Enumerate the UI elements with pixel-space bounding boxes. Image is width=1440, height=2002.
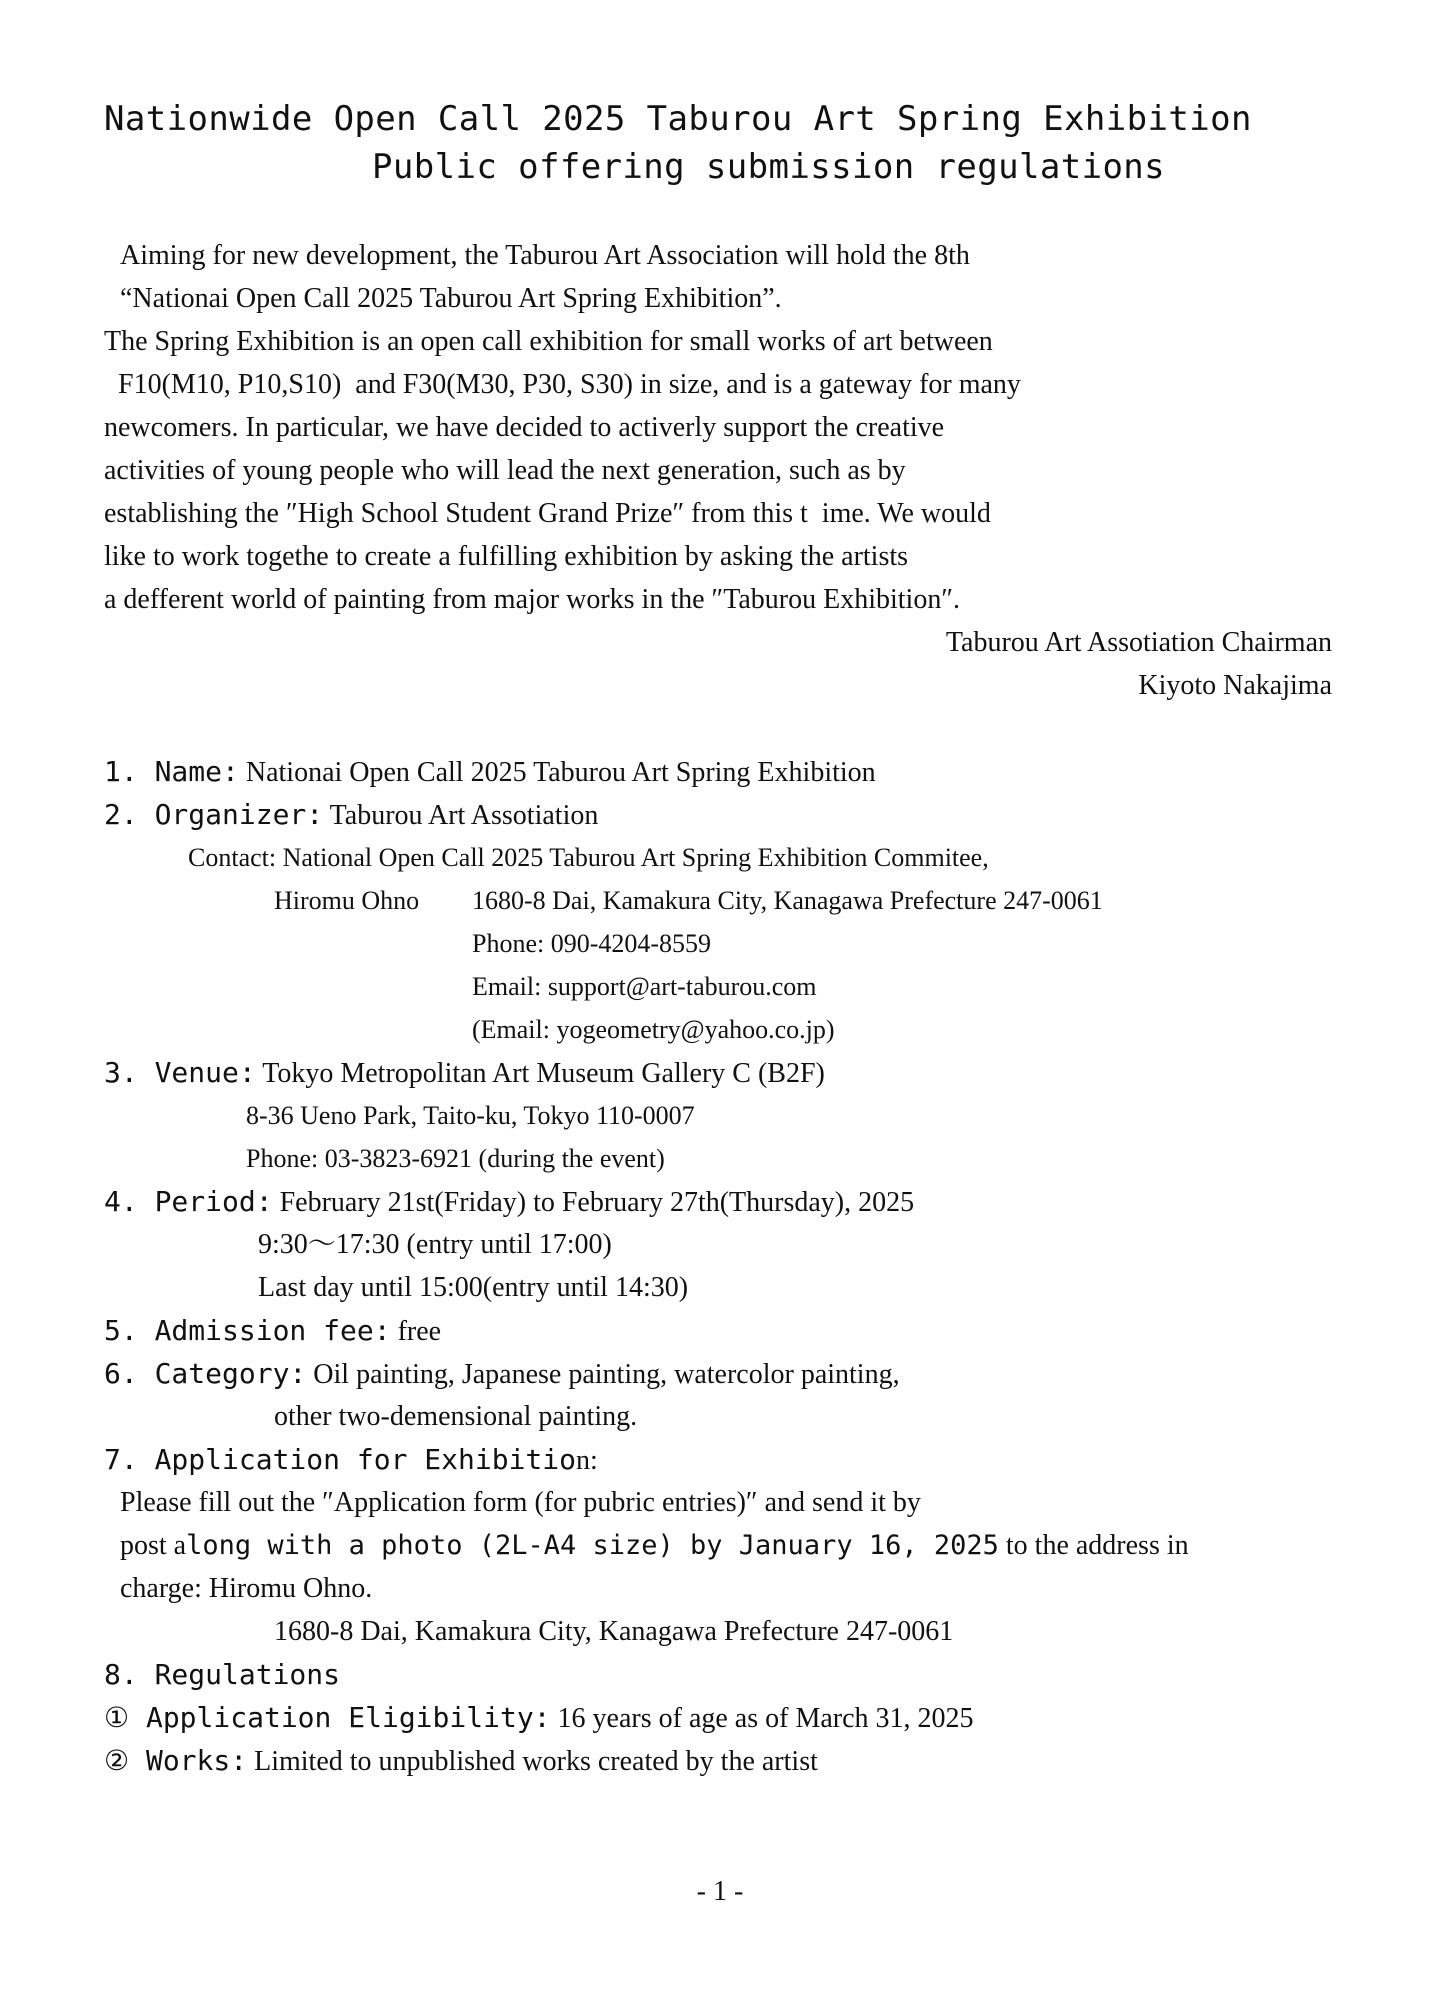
- application-body-3: charge: Hiromu Ohno.: [120, 1573, 373, 1604]
- intro-line-3: The Spring Exhibition is an open call exhibition for small works of art between: [104, 326, 993, 357]
- intro-line-9: a defferent world of painting from major works in the ″Taburou Exhibition″.: [104, 584, 960, 615]
- section-venue-label: 3. Venue:: [104, 1056, 256, 1089]
- section-category: [104, 1356, 900, 1393]
- intro-line-1: Aiming for new development, the Taburou Art Association will hold the 8th: [120, 240, 970, 271]
- application-body-2c: to the address in: [998, 1530, 1189, 1561]
- section-category-value: Oil painting, Japanese painting, watercolor painting,: [306, 1359, 900, 1390]
- application-body-1: Please fill out the ″Application form (for pubric entries)″ and send it by: [120, 1487, 921, 1518]
- regulation-works-label: ② Works:: [104, 1744, 248, 1777]
- regulation-eligibility-value: 16 years of age as of March 31, 2025: [550, 1703, 974, 1734]
- section-name-value: Nationai Open Call 2025 Taburou Art Spring Exhibition: [238, 757, 876, 788]
- organizer-phone: Phone: 090-4204-8559: [472, 929, 712, 958]
- intro-line-8: like to work togethe to create a fulfilling exhibition by asking the artists: [104, 541, 909, 572]
- intro-line-4: F10(M10, P10,S10) and F30(M30, P30, S30) in size, and is a gateway for many: [118, 369, 1021, 400]
- organizer-email: Email: support@art-taburou.com: [472, 972, 817, 1001]
- title-line-1: Nationwide Open Call 2025 Taburou Art Spring Exhibition: [104, 99, 1252, 139]
- intro-line-6: activities of young people who will lead the next generation, such as by: [104, 455, 906, 486]
- regulation-works: [104, 1743, 818, 1780]
- section-admission: [104, 1313, 441, 1350]
- section-application-label: 7. Application for Exhibitio: [104, 1443, 577, 1476]
- application-body-2a: post a: [120, 1530, 187, 1561]
- venue-address: 8-36 Ueno Park, Taito-ku, Tokyo 110-0007: [246, 1101, 695, 1130]
- section-organizer-label: 2. Organizer:: [104, 798, 324, 831]
- section-organizer-value: Taburou Art Assotiation: [323, 800, 599, 831]
- organizer-person: Hiromu Ohno: [274, 886, 420, 915]
- section-category-label: 6. Category:: [104, 1357, 307, 1390]
- regulation-works-value: Limited to unpublished works created by the artist: [247, 1746, 818, 1777]
- title-line-2: Public offering submission regulations: [372, 147, 1166, 187]
- application-deadline: long with a photo (2L-A4 size) by January 16, 2025: [186, 1530, 999, 1561]
- signature-name: Kiyoto Nakajima: [1138, 670, 1332, 701]
- application-address: 1680-8 Dai, Kamakura City, Kanagawa Prefecture 247-0061: [274, 1616, 954, 1647]
- section-organizer: [104, 797, 598, 834]
- regulation-eligibility-label: ① Application Eligibility:: [104, 1701, 551, 1734]
- section-admission-label: 5. Admission fee:: [104, 1314, 391, 1347]
- organizer-email-alt: (Email: yogeometry@yahoo.co.jp): [472, 1015, 835, 1044]
- page-number: - 1 -: [696, 1876, 744, 1907]
- organizer-contact: Contact: National Open Call 2025 Taburou Art Spring Exhibition Commitee,: [188, 843, 989, 872]
- section-period: [104, 1184, 914, 1221]
- intro-line-5: newcomers. In particular, we have decided to activerly support the creative: [104, 412, 945, 443]
- section-period-label: 4. Period:: [104, 1185, 273, 1218]
- section-application-label-tail: n:: [576, 1445, 598, 1476]
- application-body-2: [120, 1528, 1189, 1564]
- period-last-day: Last day until 15:00(entry until 14:30): [258, 1272, 689, 1303]
- section-period-value: February 21st(Friday) to February 27th(Thursday), 2025: [272, 1187, 915, 1218]
- section-admission-value: free: [390, 1316, 442, 1347]
- signature-role: Taburou Art Assotiation Chairman: [945, 627, 1332, 658]
- venue-phone: Phone: 03-3823-6921 (during the event): [246, 1144, 665, 1173]
- section-application: [104, 1442, 598, 1479]
- regulation-eligibility: [104, 1700, 974, 1737]
- intro-line-2: “Nationai Open Call 2025 Taburou Art Spring Exhibition”.: [120, 283, 782, 314]
- section-name-label: 1. Name:: [104, 755, 239, 788]
- intro-line-7: establishing the ″High School Student Grand Prize″ from this t ime. We would: [104, 498, 991, 529]
- section-name: [104, 754, 876, 791]
- organizer-address: 1680-8 Dai, Kamakura City, Kanagawa Prefecture 247-0061: [472, 886, 1103, 915]
- section-venue: [104, 1055, 825, 1092]
- period-hours: 9:30〜17:30 (entry until 17:00): [258, 1229, 612, 1260]
- section-regulations: 8. Regulations: [104, 1658, 341, 1691]
- category-value-2: other two-demensional painting.: [274, 1401, 638, 1432]
- section-venue-value: Tokyo Metropolitan Art Museum Gallery C (B2F): [255, 1058, 825, 1089]
